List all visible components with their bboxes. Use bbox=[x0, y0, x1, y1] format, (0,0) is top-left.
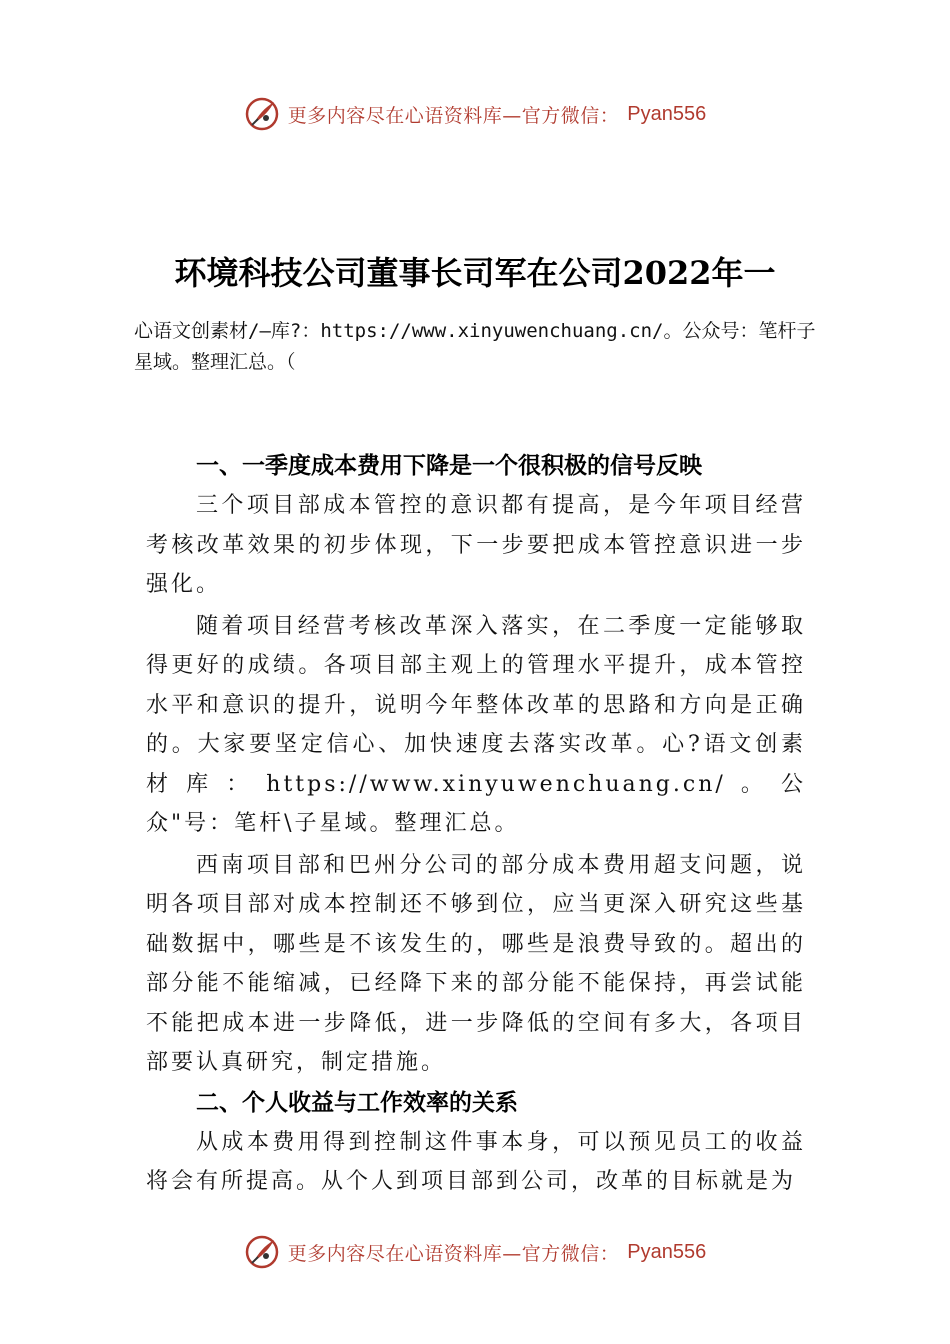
paragraph: 随着项目经营考核改革深入落实，在二季度一定能够取得更好的成绩。各项目部主观上的管理水平提升，成本管控水平和意识的提升，说明今年整体改革的思路和方向是正确的。大家要坚定信心、加快速度去落实改革。心?语文创素材库：https://www.xinyuwenchuang.cn/。公众"号：笔杆\子星域。整理汇总。 bbox=[146, 613, 806, 836]
section-heading: 一、一季度成本费用下降是一个很积极的信号反映 bbox=[196, 453, 702, 479]
document-body bbox=[146, 448, 806, 1204]
source-note: 心语文创素材/—库?：https://www.xinyuwenchuang.cn/。公众号：笔杆子星域。整理汇总。（ bbox=[134, 320, 816, 373]
header-banner bbox=[0, 92, 950, 136]
document-title: 环境科技公司董事长司军在公司2022年一 bbox=[174, 254, 776, 292]
quill-logo-icon bbox=[244, 1234, 280, 1270]
banner-wechat-id: Pyan556 bbox=[627, 1240, 707, 1263]
paragraph: 西南项目部和巴州分公司的部分成本费用超支问题，说明各项目部对成本控制还不够到位，应当更深入研究这些基础数据中，哪些是不该发生的，哪些是浪费导致的。超出的部分能不能缩减，已经降下来的部分能不能保持，再尝试能不能把成本进一步降低，进一步降低的空间有多大，各项目部要认真研究，制定措施。 bbox=[146, 852, 806, 1075]
section-heading: 二、个人收益与工作效率的关系 bbox=[196, 1089, 518, 1116]
quill-logo-icon bbox=[244, 96, 280, 132]
banner-text: 更多内容尽在心语资料库—官方微信： bbox=[287, 1242, 620, 1265]
paragraph: 从成本费用得到控制这件事本身，可以预见员工的收益将会有所提高。从个人到项目部到公司，改革的目标就是为 bbox=[146, 1129, 806, 1194]
banner-text: 更多内容尽在心语资料库—官方微信： bbox=[287, 104, 620, 127]
paragraph: 三个项目部成本管控的意识都有提高，是今年项目经营考核改革效果的初步体现，下一步要把成本管控意识进一步强化。 bbox=[146, 493, 806, 597]
banner-wechat-id: Pyan556 bbox=[627, 102, 707, 125]
footer-banner bbox=[0, 1230, 950, 1274]
